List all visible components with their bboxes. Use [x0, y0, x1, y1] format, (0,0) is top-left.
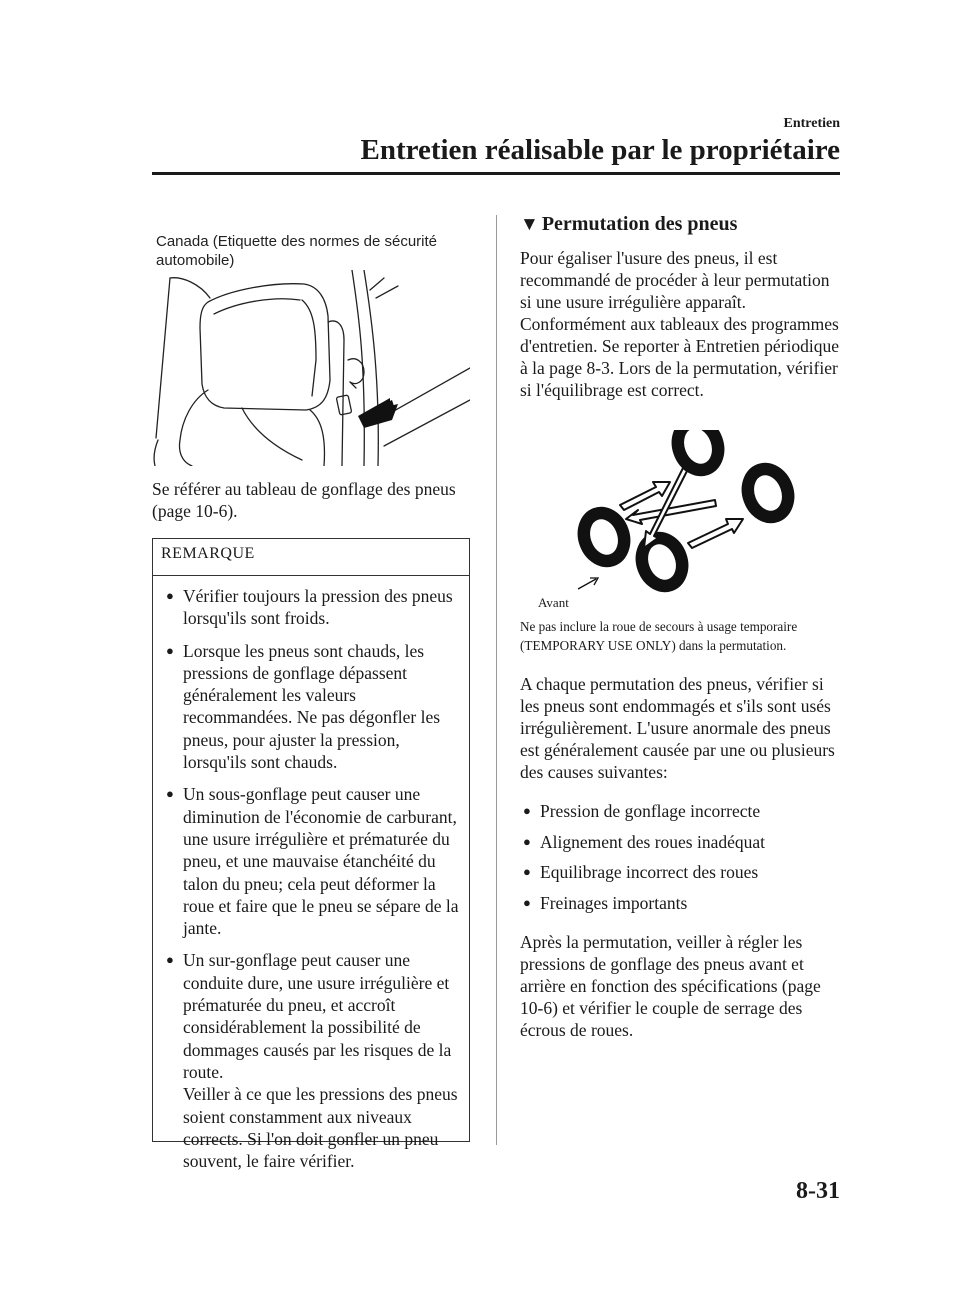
rotation-intro: Pour égaliser l'usure des pneus, il est recommandé de procéder à leur permutation si une usure irrégulière apparaît. Conformément aux tableaux des programmes d'entretien. Se reporter à Entretien périodique à la page 8-3. Lors de la permutation, vérifier si l'équilibrage est correct. [520, 248, 839, 400]
header-rule [152, 172, 840, 175]
note-item-continuation: Veiller à ce que les pressions des pneus soient constamment aux niveaux corrects. Si l'on doit gonfler un pneu souvent, le faire vérifier. [183, 1084, 458, 1172]
rotation-check-text: A chaque permutation des pneus, vérifier si les pneus sont endommagés et s'ils sont usés irrégulièrement. L'usure anormale des pneus est généralement causée par une ou plusieurs des causes suivantes: [520, 674, 835, 782]
note-item: ● Un sur-gonflage peut causer une conduite dure, une usure irrégulière et prématurée du pneu, et accroît considérablement la possibilité de dommages causés par les risques de la route. Veiller à ce que les pressions des pneus soient constamment aux niveaux corrects. Si l'on doit gonfler un pneu souvent, le faire vérifier. [166, 950, 458, 1172]
bullet-icon: ● [166, 588, 174, 603]
note-item: ● Lorsque les pneus sont chauds, les pressions de gonflage dépassent généralement les valeurs recommandées. Ne pas dégonfler les pneus, pour ajuster la pression, lorsqu'ils sont chauds. [166, 640, 441, 773]
bullet-icon: ● [523, 803, 531, 818]
note-item: ● Vérifier toujours la pression des pneus lorsqu'ils sont froids. [166, 586, 453, 629]
note-list [153, 576, 469, 1172]
bullet-icon: ● [523, 894, 531, 910]
page-title: Entretien réalisable par le propriétaire [360, 134, 840, 166]
bullet-icon: ● [166, 786, 174, 802]
bullet-icon: ● [523, 864, 531, 879]
bullet-icon: ● [166, 642, 174, 658]
cause-item: ● Freinages importants [520, 888, 842, 919]
cause-list [520, 796, 842, 918]
header-section-label: Entretien [783, 116, 840, 131]
cause-item: ● Pression de gonflage incorrecte [520, 796, 842, 827]
figure-note: Ne pas inclure la roue de secours à usage temporaire (TEMPORARY USE ONLY) dans la permutation. [520, 619, 798, 653]
tire-table-reference: Se référer au tableau de gonflage des pneus (page 10-6). [152, 479, 456, 521]
bullet-icon: ● [523, 833, 531, 849]
triangle-down-icon: ▼ [520, 214, 539, 235]
figure-caption: Canada (Etiquette des normes de sécurité automobile) [156, 233, 437, 269]
note-item: ● Un sous-gonflage peut causer une diminution de l'économie de carburant, une usure irrégulière et prématurée du pneu, et une mauvaise étanchéité du talon du pneu; cela peut déformer la roue et faire que le pneu se sépare de la jante. [166, 784, 459, 939]
seat-label-illustration [152, 270, 470, 466]
cause-item: ● Alignement des roues inadéquat [520, 827, 842, 858]
page-number: 8-31 [796, 1178, 840, 1204]
after-rotation-text: Après la permutation, veiller à régler les pressions de gonflage des pneus avant et arrière en fonction des spécifications (page 10-6) et vérifier le couple de serrage des écrous de roues. [520, 932, 821, 1040]
bullet-icon: ● [166, 952, 174, 968]
front-arrow-icon [576, 575, 604, 591]
note-box [152, 538, 470, 1172]
cause-item: ● Equilibrage incorrect des roues [520, 857, 842, 888]
section-title: ▼ Permutation des pneus [520, 213, 738, 235]
note-heading: REMARQUE [153, 539, 469, 576]
column-divider [496, 215, 497, 1145]
front-label: Avant [538, 595, 569, 610]
